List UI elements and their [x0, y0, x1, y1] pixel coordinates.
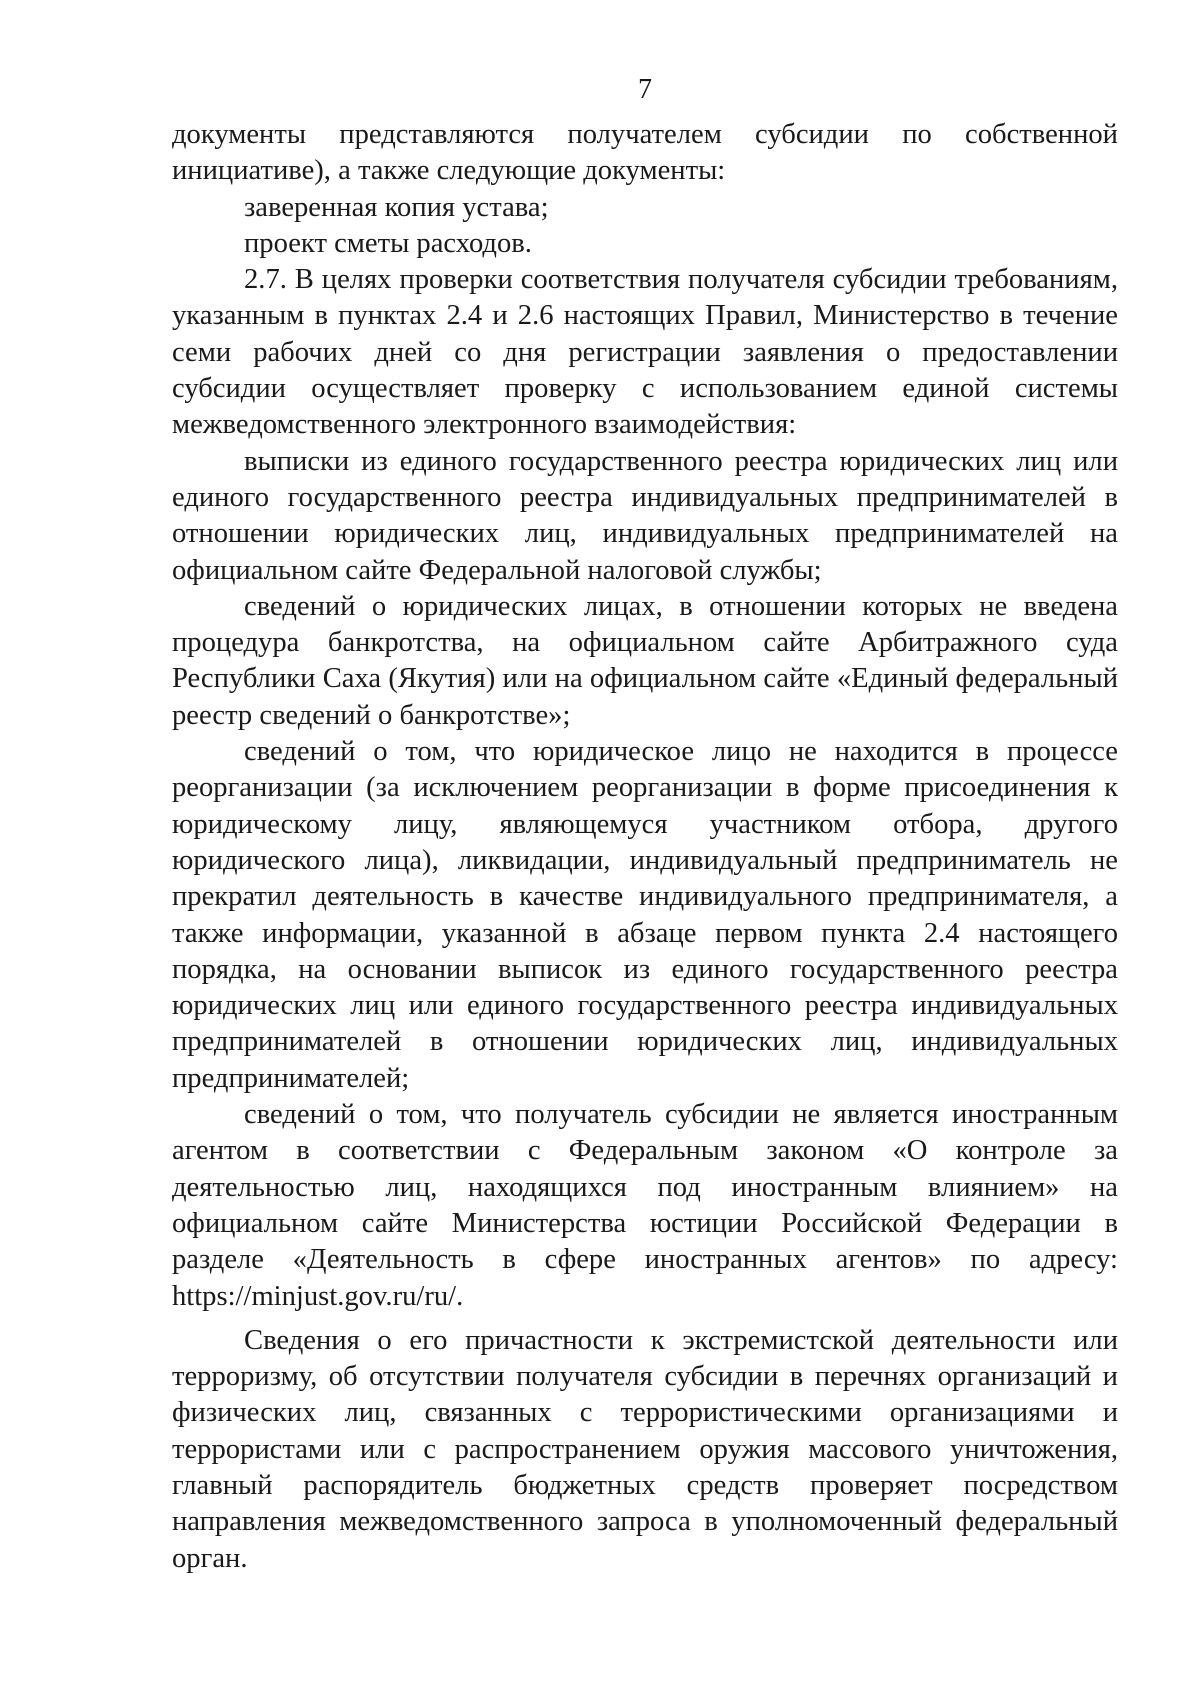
paragraph-registry-extracts: выписки из единого государственного реестра юридических лиц или единого государственного реестра индивидуальных предпринимателей в отношении юридических лиц, индивидуальных предпринимателей на официальном сайте Федеральной налоговой службы; [172, 445, 1118, 586]
page-number: 7 [638, 74, 652, 105]
paragraph-reorganization-info: сведений о том, что юридическое лицо не находится в процессе реорганизации (за исключением реорганизации в форме присоединения к юридическому лицу, являющемуся участником отбора, другого юридического лица), ликвидации, индивидуальный предприниматель не прекратил деятельность в качестве индивидуального предпринимателя, а также информации, указанной в абзаце первом пункта 2.4 настоящего порядка, на основании выписок из единого государственного реестра юридических лиц или единого государственного реестра индивидуальных предпринимателей в отношении юридических лиц, индивидуальных предпринимателей; [172, 736, 1118, 1094]
paragraph-charter-copy: заверенная копия устава; [244, 191, 549, 223]
paragraph-extremism-check: Сведения о его причастности к экстремистской деятельности или терроризму, об отсутствии получателя субсидии в перечнях организаций и физических лиц, связанных с террористическими организациями и террористами или с распространением оружия массового уничтожения, главный распорядитель бюджетных средств проверяет посредством направления межведомственного запроса в уполномоченный федеральный орган. [172, 1324, 1118, 1574]
document-body [172, 117, 1118, 1577]
paragraph-continuation: документы представляются получателем субсидии по собственной инициативе), а также следующие документы: [172, 119, 1118, 187]
paragraph-cost-estimate: проект сметы расходов. [244, 227, 532, 259]
paragraph-clause-2-7: 2.7. В целях проверки соответствия получателя субсидии требованиям, указанным в пунктах 2.4 и 2.6 настоящих Правил, Министерство в течение семи рабочих дней со дня регистрации заявления о предоставлении субсидии осуществляет проверку с использованием единой системы межведомственного электронного взаимодействия: [172, 264, 1118, 441]
paragraph-foreign-agent-info: сведений о том, что получатель субсидии не является иностранным агентом в соответствии с Федеральным законом «О контроле за деятельностью лиц, находящихся под иностранным влиянием» на официальном сайте Министерства юстиции Российской Федерации в разделе «Деятельность в сфере иностранных агентов» по адресу: https://minjust.gov.ru/ru/. [172, 1099, 1118, 1312]
paragraph-bankruptcy-info: сведений о юридических лицах, в отношении которых не введена процедура банкротства, на официальном сайте Арбитражного суда Республики Саха (Якутия) или на официальном сайте «Единый федеральный реестр сведений о банкротстве»; [172, 590, 1118, 731]
